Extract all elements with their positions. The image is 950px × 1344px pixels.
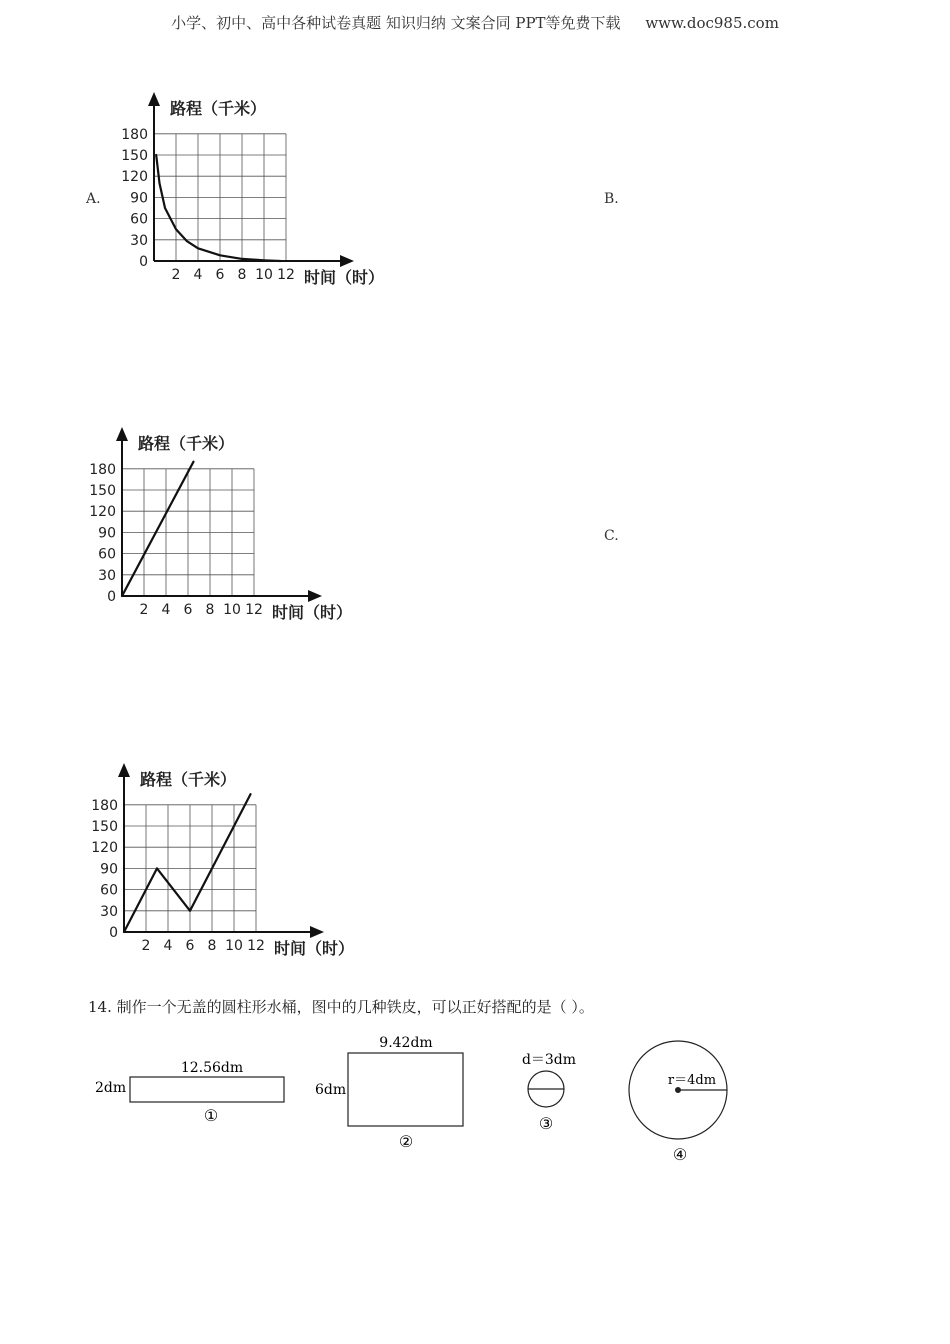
y-tick-label: 60 — [130, 211, 148, 228]
circle3-label: d＝3dm — [521, 1052, 577, 1068]
y-tick-label: 90 — [130, 190, 148, 207]
circle4-label: r＝4dm — [667, 1073, 717, 1088]
y-axis-arrow — [148, 92, 160, 106]
x-tick-label: 4 — [161, 602, 171, 618]
option-a-label: A. — [86, 191, 101, 207]
circle4-number: ④ — [672, 1145, 688, 1164]
y-tick-label: 150 — [91, 819, 118, 835]
y-tick-label: 120 — [121, 169, 148, 186]
y-tick-label: 0 — [107, 589, 116, 605]
x-tick-label: 8 — [205, 602, 215, 618]
x-tick-label: 12 — [277, 267, 295, 283]
y-tick-label: 180 — [91, 797, 118, 814]
page-header — [0, 12, 950, 33]
x-tick-label: 4 — [163, 938, 173, 954]
y-tick-label: 150 — [89, 483, 116, 499]
series-line-zigzag — [124, 794, 251, 932]
chart-c-svg — [70, 763, 370, 963]
chart-a-svg — [100, 92, 400, 292]
x-axis-arrow — [310, 926, 324, 938]
circle3-number: ③ — [538, 1114, 554, 1133]
header-text: 小学、初中、高中各种试卷真题 知识归纳 文案合同 PPT等免费下载 — [171, 14, 621, 32]
rect1-number: ① — [203, 1106, 219, 1125]
option-c-label: C. — [604, 528, 619, 544]
rect2-number: ② — [398, 1132, 414, 1151]
y-axis-title: 路程（千米） — [138, 434, 235, 453]
x-tick-label: 6 — [183, 602, 193, 618]
rect1-width-label: 12.56dm — [180, 1060, 244, 1076]
x-tick-label: 4 — [193, 267, 203, 283]
y-tick-label: 60 — [100, 882, 118, 899]
series-line-line — [122, 462, 194, 596]
series-line-curve — [156, 155, 280, 261]
x-tick-label: 6 — [185, 938, 195, 954]
y-axis-arrow — [116, 427, 128, 441]
x-axis-title: 时间（时） — [304, 268, 385, 287]
y-tick-label: 30 — [100, 903, 118, 920]
y-axis-title: 路程（千米） — [140, 770, 237, 789]
x-tick-label: 10 — [223, 602, 241, 618]
x-axis-title: 时间（时） — [274, 939, 355, 958]
y-tick-label: 60 — [98, 546, 116, 563]
x-tick-label: 2 — [171, 267, 181, 283]
x-tick-label: 12 — [247, 938, 265, 954]
question-14: 14. 制作一个无盖的圆柱形水桶，图中的几种铁皮，可以正好搭配的是（ ）。 — [88, 998, 594, 1016]
chart-b-svg — [68, 427, 368, 627]
x-axis-arrow — [340, 255, 354, 267]
rect2-width-label: 9.42dm — [379, 1035, 433, 1051]
x-tick-label: 10 — [225, 938, 243, 954]
header-site: www.doc985.com — [645, 14, 779, 32]
x-axis-title: 时间（时） — [272, 603, 353, 622]
x-tick-label: 8 — [207, 938, 217, 954]
y-tick-label: 90 — [98, 525, 116, 542]
x-tick-label: 6 — [215, 267, 225, 283]
y-tick-label: 120 — [89, 504, 116, 521]
y-tick-label: 30 — [130, 232, 148, 249]
chart-c — [70, 763, 370, 967]
y-tick-label: 150 — [121, 148, 148, 164]
figures-area — [0, 1025, 950, 1175]
x-tick-label: 8 — [237, 267, 247, 283]
rect1-shape — [130, 1077, 284, 1102]
rect1-height-label: 2dm — [95, 1080, 127, 1096]
rect2-shape — [348, 1053, 463, 1126]
y-axis-arrow — [118, 763, 130, 777]
y-axis-title: 路程（千米） — [170, 99, 267, 118]
y-tick-label: 30 — [98, 567, 116, 584]
y-tick-label: 0 — [139, 254, 148, 270]
y-tick-label: 120 — [91, 840, 118, 857]
option-b-label: B. — [604, 191, 619, 207]
chart-b — [68, 427, 368, 631]
y-tick-label: 180 — [121, 126, 148, 143]
x-tick-label: 2 — [139, 602, 149, 618]
rect2-height-label: 6dm — [315, 1082, 347, 1098]
chart-a — [100, 92, 400, 296]
x-tick-label: 12 — [245, 602, 263, 618]
x-tick-label: 10 — [255, 267, 273, 283]
x-axis-arrow — [308, 590, 322, 602]
y-tick-label: 180 — [89, 461, 116, 478]
y-tick-label: 0 — [109, 925, 118, 941]
y-tick-label: 90 — [100, 861, 118, 878]
x-tick-label: 2 — [141, 938, 151, 954]
